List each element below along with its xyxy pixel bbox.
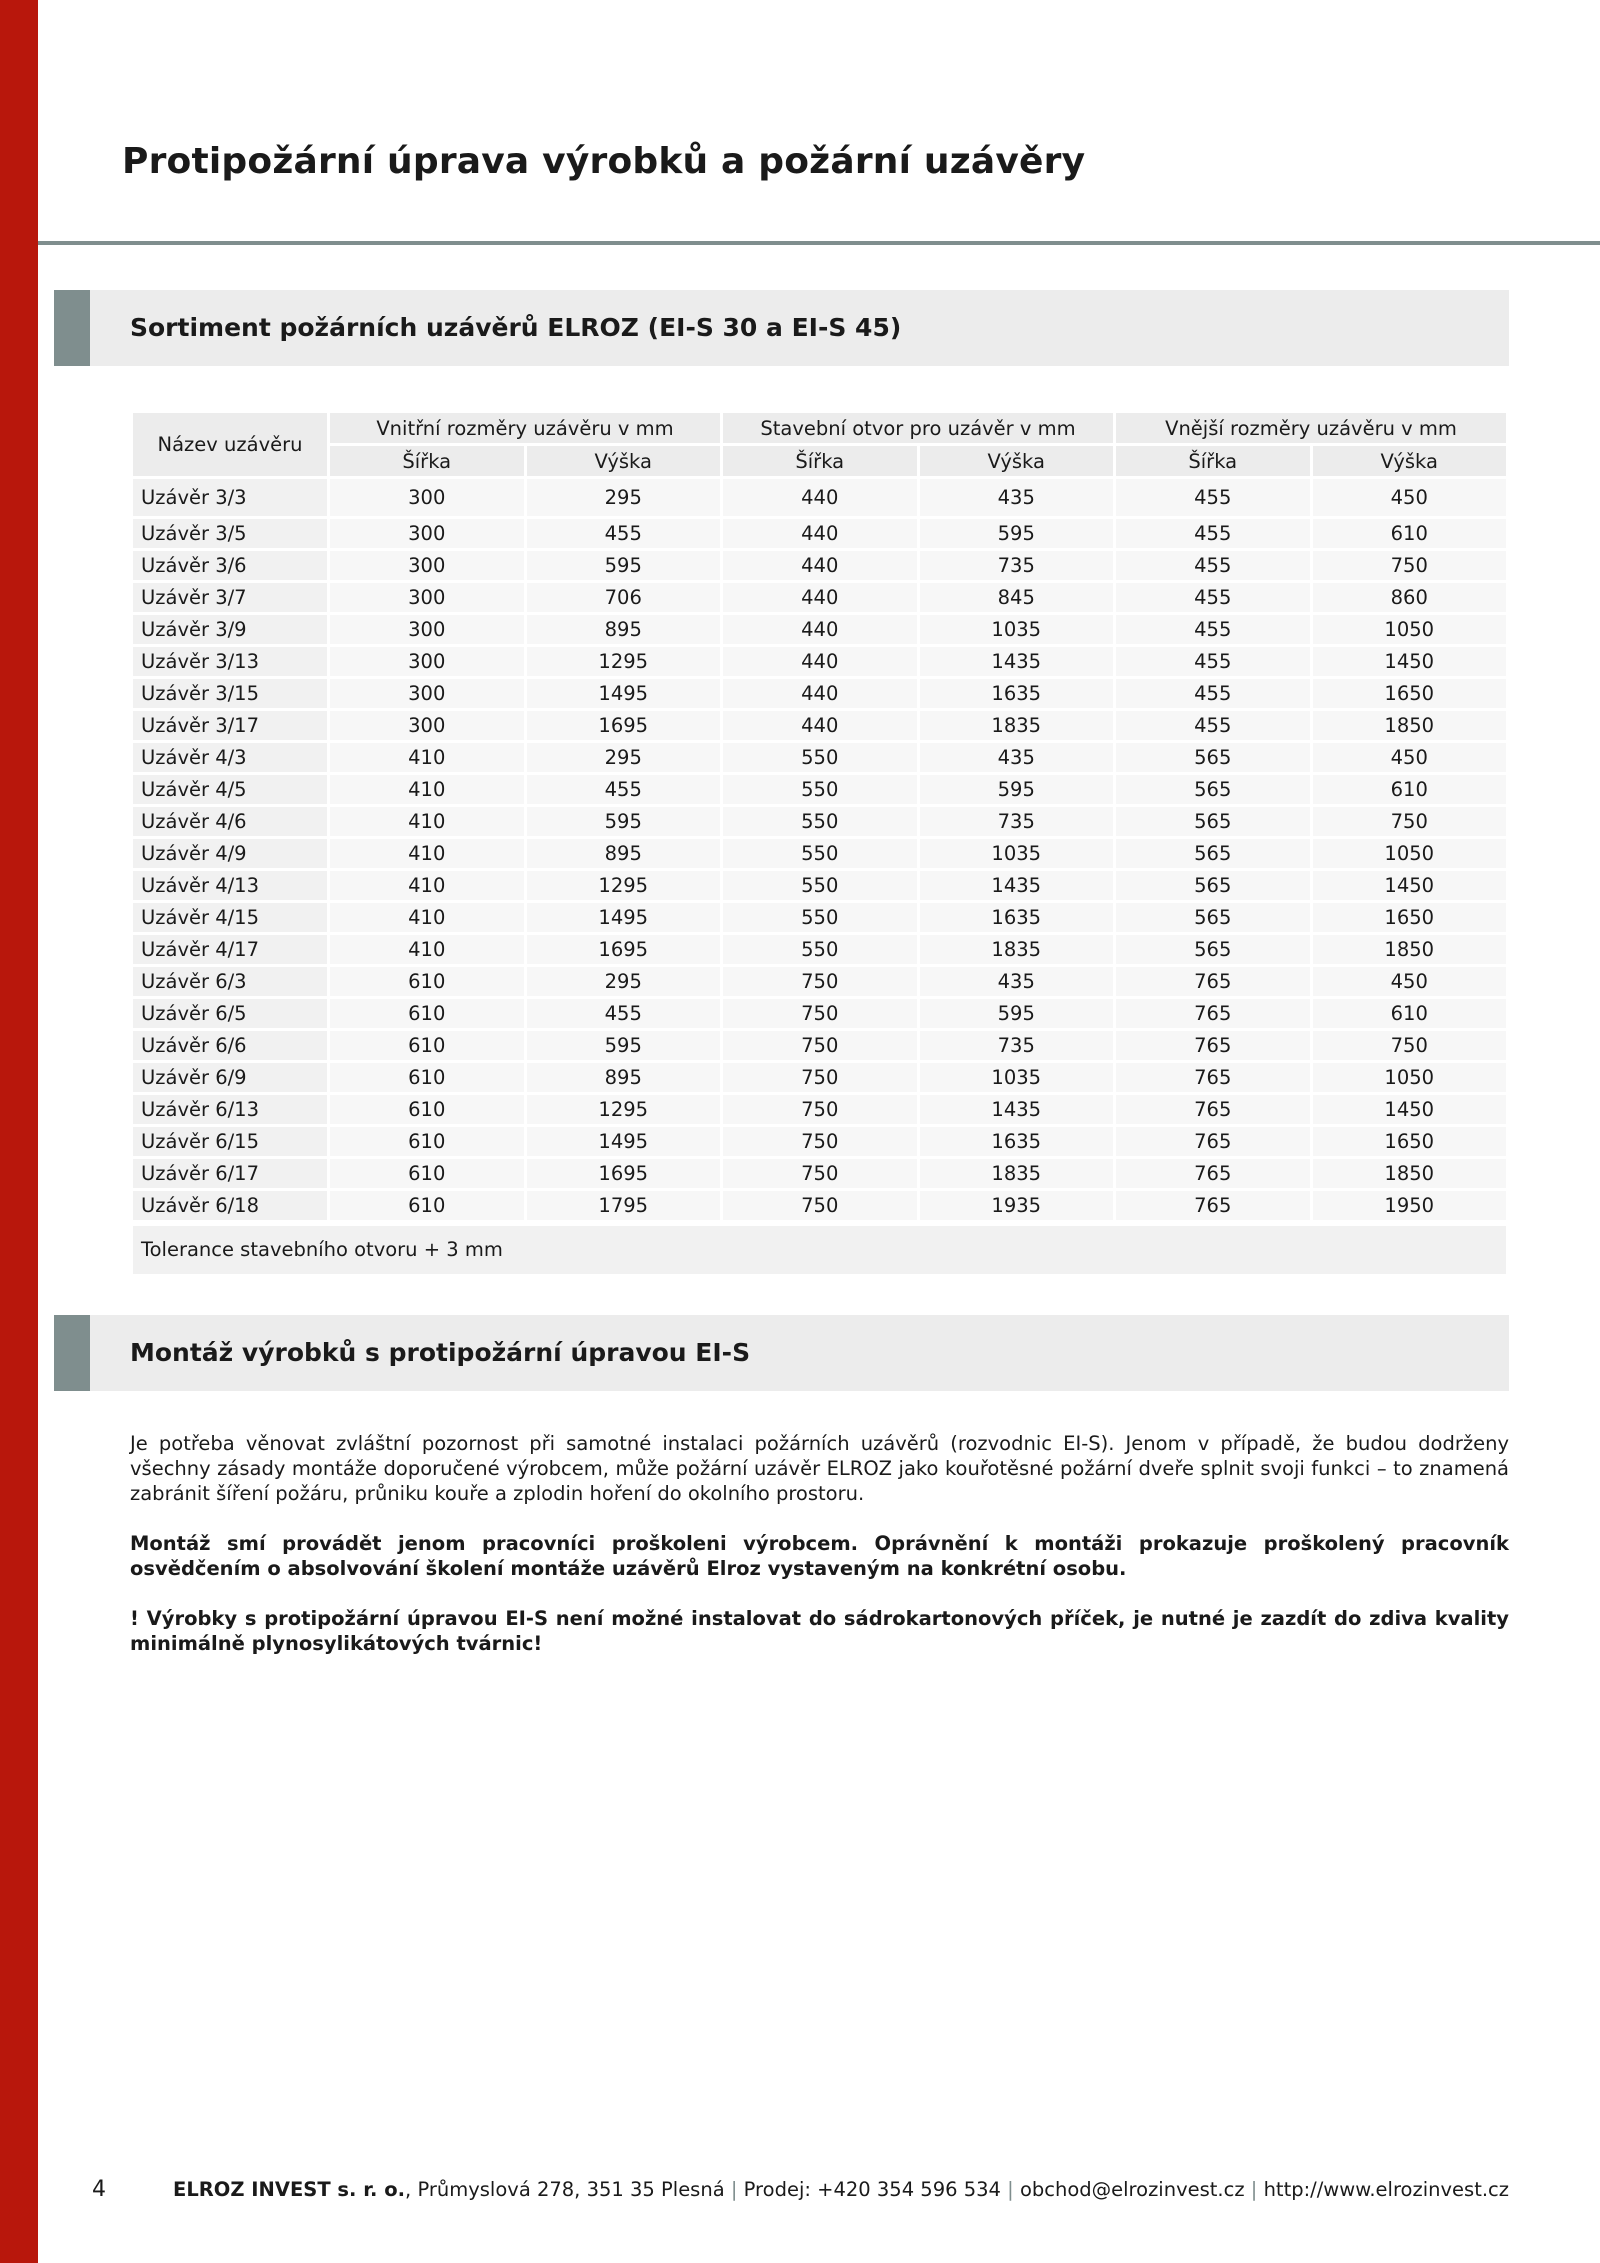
dimension-cell: 750 (723, 1031, 917, 1060)
table-body (133, 479, 1506, 1220)
dimension-cell: 565 (1116, 807, 1310, 836)
dimension-cell: 410 (330, 935, 524, 964)
table-row (133, 775, 1506, 804)
dimension-cell: 610 (330, 1031, 524, 1060)
closure-name-cell: Uzávěr 6/17 (133, 1159, 327, 1188)
separator: | (730, 2178, 738, 2201)
dimension-cell: 300 (330, 679, 524, 708)
dimension-cell: 455 (527, 519, 721, 548)
dimension-cell: 565 (1116, 903, 1310, 932)
dimension-cell: 1835 (920, 711, 1114, 740)
installation-text (130, 1431, 1509, 1681)
dimension-cell: 1495 (527, 903, 721, 932)
dimension-cell: 550 (723, 903, 917, 932)
dimension-cell: 610 (330, 999, 524, 1028)
dimension-cell: 765 (1116, 1191, 1310, 1220)
group-header-inner-dimensions: Vnitřní rozměry uzávěru v mm (330, 413, 720, 443)
dimension-cell: 765 (1116, 1095, 1310, 1124)
dimension-cell: 750 (723, 1063, 917, 1092)
closure-name-cell: Uzávěr 3/6 (133, 551, 327, 580)
dimension-cell: 860 (1313, 583, 1507, 612)
dimension-cell: 455 (1116, 583, 1310, 612)
table-row (133, 1031, 1506, 1060)
closure-name-cell: Uzávěr 4/5 (133, 775, 327, 804)
company-name: ELROZ INVEST s. r. o. (173, 2178, 406, 2201)
dimension-cell: 440 (723, 519, 917, 548)
dimension-cell: 750 (1313, 807, 1507, 836)
dimension-cell: 455 (1116, 551, 1310, 580)
website-link[interactable]: http://www.elrozinvest.cz (1263, 2178, 1509, 2201)
dimension-cell: 595 (920, 999, 1114, 1028)
section-marker (54, 1315, 90, 1391)
dimension-cell: 1435 (920, 871, 1114, 900)
dimension-cell: 565 (1116, 935, 1310, 964)
dimension-cell: 455 (1116, 711, 1310, 740)
table-row (133, 967, 1506, 996)
dimension-cell: 450 (1313, 967, 1507, 996)
table-row (133, 551, 1506, 580)
dimension-cell: 765 (1116, 1159, 1310, 1188)
dimension-cell: 435 (920, 967, 1114, 996)
dimension-cell: 440 (723, 479, 917, 516)
dimension-cell: 1435 (920, 647, 1114, 676)
dimension-cell: 610 (330, 967, 524, 996)
section-header-installation (54, 1315, 1509, 1391)
closure-name-cell: Uzávěr 3/3 (133, 479, 327, 516)
closure-name-cell: Uzávěr 3/9 (133, 615, 327, 644)
dimension-cell: 595 (527, 1031, 721, 1060)
page-number: 4 (92, 2177, 106, 2202)
table-row (133, 999, 1506, 1028)
warning-paragraph: ! Výrobky s protipožární úpravou EI-S není možné instalovat do sádrokartonových příček, je nutné je zazdít do zdiva kvality minimálně plynosylikátových tvárnic! (130, 1607, 1509, 1655)
dimension-cell: 1450 (1313, 871, 1507, 900)
dimension-cell: 1635 (920, 903, 1114, 932)
dimension-cell: 765 (1116, 967, 1310, 996)
dimension-cell: 895 (527, 615, 721, 644)
dimension-cell: 1835 (920, 935, 1114, 964)
dimension-cell: 455 (1116, 647, 1310, 676)
closure-name-cell: Uzávěr 4/17 (133, 935, 327, 964)
dimension-cell: 1950 (1313, 1191, 1507, 1220)
closure-name-cell: Uzávěr 6/15 (133, 1127, 327, 1156)
dimension-cell: 450 (1313, 743, 1507, 772)
closure-name-cell: Uzávěr 4/6 (133, 807, 327, 836)
dimension-cell: 765 (1116, 999, 1310, 1028)
dimension-cell: 300 (330, 551, 524, 580)
table-row (133, 1063, 1506, 1092)
left-accent-bar (0, 0, 38, 2263)
dimension-cell: 595 (920, 775, 1114, 804)
closure-name-cell: Uzávěr 4/13 (133, 871, 327, 900)
dimension-cell: 610 (1313, 999, 1507, 1028)
dimension-cell: 1295 (527, 871, 721, 900)
dimension-cell: 750 (1313, 1031, 1507, 1060)
dimension-cell: 455 (1116, 679, 1310, 708)
dimension-cell: 1695 (527, 711, 721, 740)
dimension-cell: 300 (330, 519, 524, 548)
table-row (133, 1191, 1506, 1220)
table-row (133, 839, 1506, 868)
closure-name-cell: Uzávěr 4/15 (133, 903, 327, 932)
dimension-cell: 1295 (527, 647, 721, 676)
footer-contact (173, 2175, 1509, 2205)
dimension-cell: 1050 (1313, 839, 1507, 868)
dimension-cell: 1635 (920, 1127, 1114, 1156)
dimension-cell: 450 (1313, 479, 1507, 516)
dimension-cell: 610 (330, 1063, 524, 1092)
dimension-cell: 895 (527, 839, 721, 868)
table-row (133, 1159, 1506, 1188)
dimension-cell: 1650 (1313, 903, 1507, 932)
company-address: , Průmyslová 278, 351 35 Plesná (405, 2178, 725, 2201)
dimension-cell: 750 (723, 1191, 917, 1220)
dimension-cell: 300 (330, 711, 524, 740)
dimension-cell: 1035 (920, 839, 1114, 868)
column-header-name: Název uzávěru (133, 413, 327, 476)
group-header-outer-dimensions: Vnější rozměry uzávěru v mm (1116, 413, 1506, 443)
dimension-cell: 1635 (920, 679, 1114, 708)
dimension-cell: 1050 (1313, 1063, 1507, 1092)
dimension-cell: 750 (723, 967, 917, 996)
table-row (133, 743, 1506, 772)
paragraph-bold: Montáž smí provádět jenom pracovníci proškoleni výrobcem. Oprávnění k montáži prokazuje proškolený pracovník osvědčením o absolvování školení montáže uzávěrů Elroz vystaveným na konkrétní osobu. (130, 1532, 1509, 1580)
closure-name-cell: Uzávěr 4/9 (133, 839, 327, 868)
closure-name-cell: Uzávěr 6/13 (133, 1095, 327, 1124)
dimension-cell: 1450 (1313, 1095, 1507, 1124)
closure-name-cell: Uzávěr 4/3 (133, 743, 327, 772)
dimension-cell: 565 (1116, 775, 1310, 804)
dimension-cell: 1035 (920, 615, 1114, 644)
group-header-building-opening: Stavební otvor pro uzávěr v mm (723, 413, 1113, 443)
dimension-cell: 295 (527, 743, 721, 772)
dimension-cell: 1850 (1313, 1159, 1507, 1188)
dimension-cell: 300 (330, 647, 524, 676)
column-header-width: Šířka (723, 446, 917, 476)
closure-name-cell: Uzávěr 6/3 (133, 967, 327, 996)
dimension-cell: 440 (723, 711, 917, 740)
section-title: Montáž výrobků s protipožární úpravou EI-S (130, 1338, 751, 1367)
dimension-cell: 735 (920, 807, 1114, 836)
dimension-cell: 295 (527, 967, 721, 996)
dimension-cell: 440 (723, 647, 917, 676)
dimension-cell: 455 (1116, 615, 1310, 644)
dimension-cell: 300 (330, 583, 524, 612)
dimension-cell: 455 (527, 775, 721, 804)
dimension-cell: 1495 (527, 1127, 721, 1156)
column-header-width: Šířka (330, 446, 524, 476)
dimension-cell: 595 (527, 807, 721, 836)
table-row (133, 807, 1506, 836)
closure-name-cell: Uzávěr 3/15 (133, 679, 327, 708)
closure-name-cell: Uzávěr 3/13 (133, 647, 327, 676)
dimension-cell: 550 (723, 935, 917, 964)
dimension-cell: 410 (330, 807, 524, 836)
dimension-cell: 410 (330, 871, 524, 900)
dimension-cell: 440 (723, 679, 917, 708)
dimension-cell: 1695 (527, 1159, 721, 1188)
dimension-cell: 610 (330, 1095, 524, 1124)
closures-table (130, 410, 1509, 1223)
dimension-cell: 300 (330, 479, 524, 516)
closure-name-cell: Uzávěr 3/5 (133, 519, 327, 548)
closure-name-cell: Uzávěr 3/17 (133, 711, 327, 740)
dimension-cell: 455 (527, 999, 721, 1028)
table-row (133, 479, 1506, 516)
table-row (133, 679, 1506, 708)
dimension-cell: 440 (723, 615, 917, 644)
dimension-cell: 610 (1313, 519, 1507, 548)
dimension-cell: 1850 (1313, 711, 1507, 740)
dimension-cell: 765 (1116, 1127, 1310, 1156)
dimension-cell: 295 (527, 479, 721, 516)
table-row (133, 935, 1506, 964)
dimension-cell: 565 (1116, 839, 1310, 868)
dimension-cell: 565 (1116, 871, 1310, 900)
dimension-cell: 440 (723, 551, 917, 580)
dimension-cell: 610 (330, 1191, 524, 1220)
dimension-cell: 750 (1313, 551, 1507, 580)
dimension-cell: 1035 (920, 1063, 1114, 1092)
closure-name-cell: Uzávěr 3/7 (133, 583, 327, 612)
column-header-height: Výška (527, 446, 721, 476)
dimension-cell: 1050 (1313, 615, 1507, 644)
column-header-height: Výška (920, 446, 1114, 476)
table-row (133, 711, 1506, 740)
sales-phone: Prodej: +420 354 596 534 (743, 2178, 1001, 2201)
dimension-cell: 610 (330, 1159, 524, 1188)
dimension-cell: 1835 (920, 1159, 1114, 1188)
column-header-height: Výška (1313, 446, 1507, 476)
dimension-cell: 565 (1116, 743, 1310, 772)
closure-name-cell: Uzávěr 6/5 (133, 999, 327, 1028)
table-row (133, 1095, 1506, 1124)
dimension-cell: 750 (723, 1159, 917, 1188)
dimension-cell: 1935 (920, 1191, 1114, 1220)
dimension-cell: 435 (920, 479, 1114, 516)
dimension-cell: 1650 (1313, 1127, 1507, 1156)
dimension-cell: 610 (330, 1127, 524, 1156)
table-row (133, 647, 1506, 676)
dimension-cell: 455 (1116, 479, 1310, 516)
dimension-cell: 300 (330, 615, 524, 644)
dimension-cell: 550 (723, 743, 917, 772)
table-row (133, 1127, 1506, 1156)
paragraph: Je potřeba věnovat zvláštní pozornost při samotné instalaci požárních uzávěrů (rozvodnic EI-S). Jenom v případě, že budou dodrženy všechny zásady montáže doporučené výrobcem, může požární uzávěr ELROZ jako kouřotěsné požární dveře splnit svoji funkci – to znamená zabránit šíření požáru, průniku kouře a zplodin hoření do okolního prostoru. (130, 1432, 1509, 1505)
dimension-cell: 765 (1116, 1063, 1310, 1092)
dimension-cell: 550 (723, 839, 917, 868)
section-header-assortment (54, 290, 1509, 366)
dimension-cell: 550 (723, 775, 917, 804)
dimension-cell: 610 (1313, 775, 1507, 804)
dimension-cell: 1495 (527, 679, 721, 708)
closure-name-cell: Uzávěr 6/6 (133, 1031, 327, 1060)
title-divider (38, 241, 1600, 245)
dimension-cell: 440 (723, 583, 917, 612)
section-title: Sortiment požárních uzávěrů ELROZ (EI-S 30 a EI-S 45) (130, 313, 902, 342)
tolerance-note: Tolerance stavebního otvoru + 3 mm (133, 1226, 1506, 1274)
closures-table-container (130, 410, 1509, 1274)
dimension-cell: 1795 (527, 1191, 721, 1220)
dimension-cell: 1450 (1313, 647, 1507, 676)
email-link[interactable]: obchod@elrozinvest.cz (1019, 2178, 1245, 2201)
dimension-cell: 750 (723, 999, 917, 1028)
dimension-cell: 706 (527, 583, 721, 612)
table-row (133, 615, 1506, 644)
section-marker (54, 290, 90, 366)
dimension-cell: 435 (920, 743, 1114, 772)
closure-name-cell: Uzávěr 6/18 (133, 1191, 327, 1220)
dimension-cell: 550 (723, 871, 917, 900)
dimension-cell: 1850 (1313, 935, 1507, 964)
column-header-width: Šířka (1116, 446, 1310, 476)
dimension-cell: 410 (330, 775, 524, 804)
table-row (133, 903, 1506, 932)
table-row (133, 583, 1506, 612)
dimension-cell: 1435 (920, 1095, 1114, 1124)
separator: | (1007, 2178, 1014, 2201)
table-row (133, 519, 1506, 548)
dimension-cell: 550 (723, 807, 917, 836)
footer (0, 2175, 1509, 2205)
closure-name-cell: Uzávěr 6/9 (133, 1063, 327, 1092)
dimension-cell: 750 (723, 1127, 917, 1156)
page-title: Protipožární úprava výrobků a požární uzávěry (122, 141, 1086, 182)
table-row (133, 871, 1506, 900)
dimension-cell: 765 (1116, 1031, 1310, 1060)
dimension-cell: 1695 (527, 935, 721, 964)
separator: | (1250, 2178, 1258, 2201)
dimension-cell: 410 (330, 743, 524, 772)
dimension-cell: 845 (920, 583, 1114, 612)
dimension-cell: 1295 (527, 1095, 721, 1124)
dimension-cell: 595 (527, 551, 721, 580)
dimension-cell: 455 (1116, 519, 1310, 548)
dimension-cell: 410 (330, 839, 524, 868)
dimension-cell: 895 (527, 1063, 721, 1092)
dimension-cell: 735 (920, 551, 1114, 580)
dimension-cell: 410 (330, 903, 524, 932)
dimension-cell: 1650 (1313, 679, 1507, 708)
dimension-cell: 750 (723, 1095, 917, 1124)
dimension-cell: 735 (920, 1031, 1114, 1060)
dimension-cell: 595 (920, 519, 1114, 548)
